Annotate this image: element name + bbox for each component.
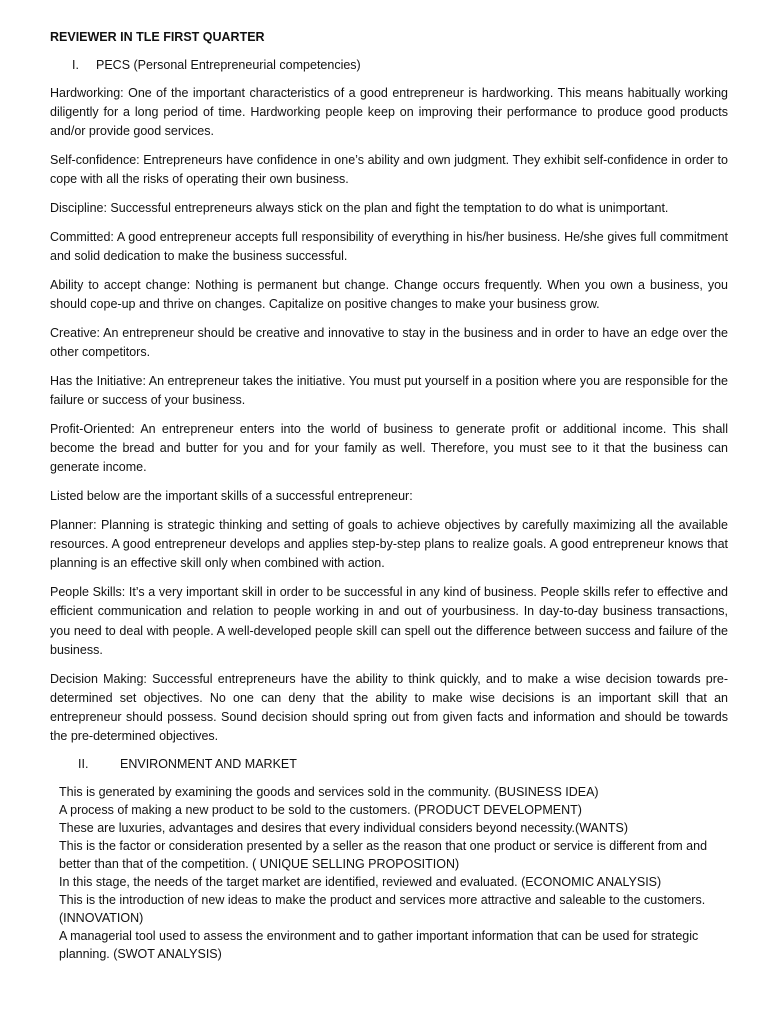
list-item: These are luxuries, advantages and desires that every individual considers beyond necessity.(WANTS) [59, 821, 629, 836]
section-number: II. [78, 757, 89, 772]
list-item: This is generated by examining the goods and services sold in the community. (BUSINESS IDEA) [59, 785, 599, 800]
paragraph-hardworking: Hardworking: One of the important characteristics of a good entrepreneur is hardworking. This means habitually working diligently for a long period of time. Hardworking people keep on improving their performance to produce good products and/or provide good services. [50, 86, 728, 139]
paragraph-committed: Committed: A good entrepreneur accepts full responsibility of everything in his/her business. He/she gives full commitment and solid dedication to make the business successful. [50, 230, 728, 264]
section-title: ENVIRONMENT AND MARKET [120, 757, 297, 772]
paragraph-accept-change: Ability to accept change: Nothing is permanent but change. Change occurs frequently. When you own a business, you should cope-up and thrive on changes. Capitalize on positive changes to make your business grow. [50, 278, 728, 312]
paragraph-creative: Creative: An entrepreneur should be creative and innovative to stay in the business and in order to have an edge over the other competitors. [50, 326, 728, 360]
section-number: I. [72, 58, 79, 72]
list-item: This is the factor or consideration presented by a seller as the reason that one product or service is different from and better than that of the competition. ( UNIQUE SELLING PROPOSITION) [59, 839, 708, 872]
paragraph-profit-oriented: Profit-Oriented: An entrepreneur enters into the world of business to generate profit or additional income. This shall become the bread and butter for you and for your family as well. Therefore, you must see to it that the business can generate income. [50, 422, 728, 475]
list-item: A process of making a new product to be sold to the customers. (PRODUCT DEVELOPMENT) [59, 803, 582, 818]
section-heading-pecs [50, 57, 728, 73]
skills-intro: Listed below are the important skills of a successful entrepreneur: [50, 489, 413, 504]
list-item: This is the introduction of new ideas to make the product and services more attractive and saleable to the customers. (INNOVATION) [59, 893, 706, 926]
paragraph-decision-making: Decision Making: Successful entrepreneurs have the ability to think quickly, and to make a wise decision towards pre-determined set objectives. No one can deny that the ability to make wise decisions is an important skill that an entrepreneur should possess. Sound decision should spring out from given facts and information and should be towards the pre-determined objectives. [50, 671, 728, 744]
list-item: In this stage, the needs of the target market are identified, reviewed and evaluated. (ECONOMIC ANALYSIS) [59, 875, 662, 890]
paragraph-planner: Planner: Planning is strategic thinking and setting of goals to achieve objectives by carefully maximizing all the available resources. A good entrepreneur develops and applies step-by-step plans to realize goals. A good entrepreneur knows that planning is an effective skill only when combined with action. [50, 518, 728, 571]
paragraph-discipline: Discipline: Successful entrepreneurs always stick on the plan and fight the temptation to do what is unimportant. [50, 201, 669, 216]
section-title: PECS (Personal Entrepreneurial competencies) [96, 58, 361, 72]
paragraph-self-confidence: Self-confidence: Entrepreneurs have confidence in one’s ability and own judgment. They exhibit self-confidence in order to cope with all the risks of operating their own business. [50, 153, 728, 187]
definitions-list [50, 783, 728, 963]
section-heading-environment [50, 756, 728, 772]
paragraph-initiative: Has the Initiative: An entrepreneur takes the initiative. You must put yourself in a position where you are responsible for the failure or success of your business. [50, 374, 728, 408]
list-item: A managerial tool used to assess the environment and to gather important information that can be used for strategic planning. (SWOT ANALYSIS) [59, 929, 699, 962]
paragraph-people-skills: People Skills: It’s a very important skill in order to be successful in any kind of business. People skills refer to effective and efficient communication and relation to people working in and out of yourbusiness. In day-to-day business transactions, you need to deal with people. A well-developed people skill can spell out the difference between success and failure of the business. [50, 585, 728, 657]
document-title: REVIEWER IN TLE FIRST QUARTER [50, 30, 265, 44]
